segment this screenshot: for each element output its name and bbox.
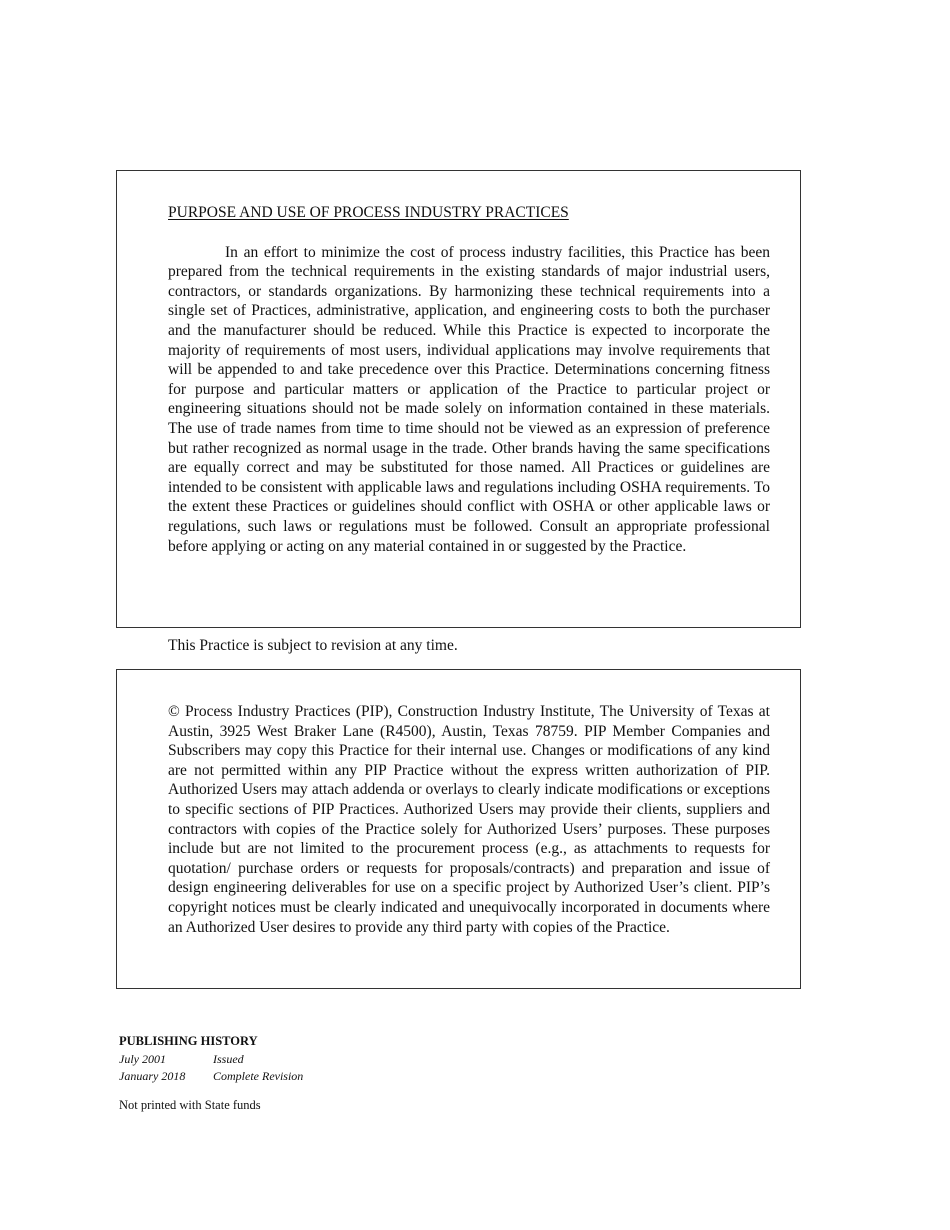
revision-note: This Practice is subject to revision at any time. [168, 637, 458, 654]
copyright-section-box [116, 669, 801, 989]
copyright-paragraph: © Process Industry Practices (PIP), Construction Industry Institute, The University of Texas at Austin, 3925 West Braker Lane (R4500), Austin, Texas 78759. PIP Member Companies and Subscribers may copy this Practice for their internal use. Changes or modifications of any kind are not permitted within any PIP Practice without the express written authorization of PIP. Authorized Users may attach addenda or overlays to clearly indicate modifications or exceptions to specific sections of PIP Practices. Authorized Users may provide their clients, suppliers and contractors with copies of the Practice solely for Authorized Users’ purposes. These purposes include but are not limited to the procurement process (e.g., as attachments to requests for quotation/ purchase orders or requests for proposals/contracts) and preparation and issue of design engineering deliverables for use on a specific project by Authorized User’s client. PIP’s copyright notices must be clearly indicated and unequivocally incorporated in documents where an Authorized User desires to provide any third party with copies of the Practice. [168, 703, 770, 936]
purpose-section-box [116, 170, 801, 628]
history-event: Issued [213, 1052, 244, 1066]
footer-note: Not printed with State funds [119, 1098, 261, 1112]
publishing-history [119, 1034, 519, 1085]
history-entry [119, 1051, 519, 1068]
history-event: Complete Revision [213, 1069, 304, 1083]
purpose-paragraph: In an effort to minimize the cost of process industry facilities, this Practice has been prepared from the technical requirements in the existing standards of major industrial users, contractors, or standards organizations. By harmonizing these technical requirements into a single set of Practices, administrative, application, and engineering costs to both the purchaser and the manufacturer should be reduced. While this Practice is expected to incorporate the majority of requirements of most users, individual applications may involve requirements that will be appended to and take precedence over this Practice. Determinations concerning fitness for purpose and particular matters or application of the Practice to particular project or engineering situations should not be made solely on information contained in these materials. The use of trade names from time to time should not be viewed as an expression of preference but rather recognized as normal usage in the trade. Other brands having the same specifications are equally correct and may be substituted for those named. All Practices or guidelines are intended to be consistent with applicable laws and regulations including OSHA requirements. To the extent these Practices or guidelines should conflict with OSHA or other applicable laws or regulations, such laws or regulations must be followed. Consult an appropriate professional before applying or acting on any material contained in or suggested by the Practice. [168, 243, 770, 555]
purpose-heading: PURPOSE AND USE OF PROCESS INDUSTRY PRACTICES [168, 204, 569, 221]
copyright-section-content [168, 702, 770, 937]
history-date: July 2001 [119, 1052, 166, 1066]
history-entry [119, 1068, 519, 1085]
publishing-history-title: PUBLISHING HISTORY [119, 1034, 258, 1048]
purpose-section-content [168, 203, 770, 556]
history-date: January 2018 [119, 1069, 186, 1083]
